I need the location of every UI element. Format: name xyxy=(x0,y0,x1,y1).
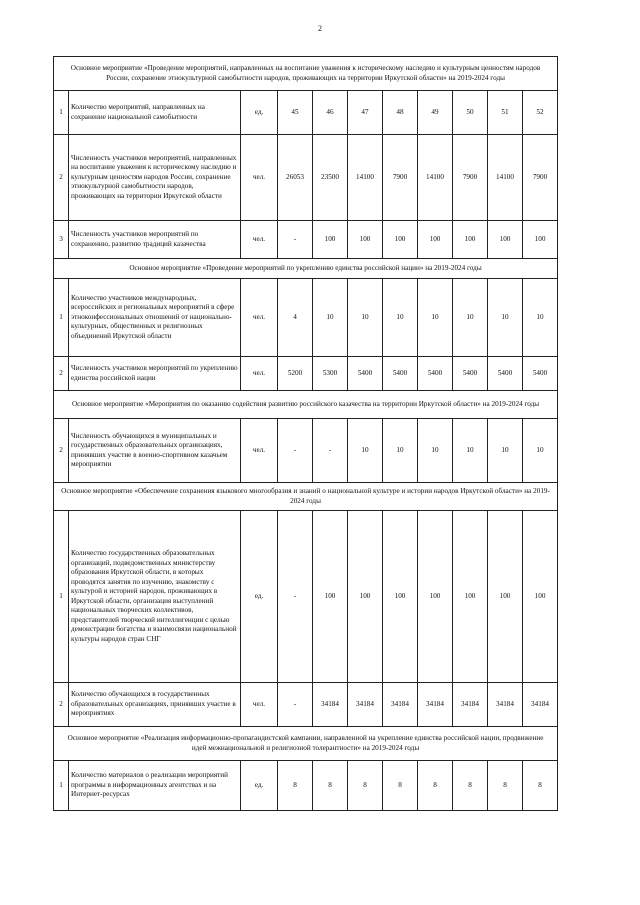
value-cell-2026: 8 xyxy=(523,761,558,811)
value-cell-2022: 48 xyxy=(383,91,418,135)
unit-cell: чел. xyxy=(241,419,278,483)
row-number-cell: 3 xyxy=(54,221,69,259)
value-cell-2025: 14100 xyxy=(488,135,523,221)
value-cell-2023: 8 xyxy=(418,761,453,811)
value-cell-2021: 5400 xyxy=(348,357,383,391)
section-title: Основное мероприятие «Проведение мероприятий по укреплению единства российской нации» на 2019-2024 годы xyxy=(54,259,558,279)
value-cell-2025: 10 xyxy=(488,279,523,357)
value-cell-2020: - xyxy=(313,419,348,483)
value-cell-2021: 100 xyxy=(348,221,383,259)
unit-cell: ед. xyxy=(241,761,278,811)
indicator-name-cell: Количество государственных образовательных организаций, подведомственных министерству образования Иркутской области, в которых проводятся занятия по изучению, знакомству с культурой и историей народов, проживающих в Иркутской области, организация выступлений национальных творческих коллективов, представителей творческой интеллигенции с целью демонстрации богатства и взаимосвязи национальной культуры народов стран СНГ xyxy=(69,511,241,683)
value-cell-2022: 8 xyxy=(383,761,418,811)
value-cell-2020: 5300 xyxy=(313,357,348,391)
value-cell-2025: 34184 xyxy=(488,683,523,727)
value-cell-2024: 8 xyxy=(453,761,488,811)
value-cell-2021: 8 xyxy=(348,761,383,811)
value-cell-2019: - xyxy=(278,511,313,683)
value-cell-2023: 34184 xyxy=(418,683,453,727)
value-cell-2021: 10 xyxy=(348,279,383,357)
table-row xyxy=(54,135,558,221)
row-number-cell: 1 xyxy=(54,279,69,357)
value-cell-2026: 5400 xyxy=(523,357,558,391)
value-cell-2026: 10 xyxy=(523,419,558,483)
value-cell-2022: 100 xyxy=(383,221,418,259)
table-row xyxy=(54,761,558,811)
value-cell-2026: 7900 xyxy=(523,135,558,221)
value-cell-2023: 10 xyxy=(418,279,453,357)
value-cell-2022: 10 xyxy=(383,279,418,357)
row-number-cell: 2 xyxy=(54,357,69,391)
section-title: Основное мероприятие «Реализация информационно-пропагандистской кампании, направленной на укрепление единства российской нации, продвижение идей межнациональной и религиозной толерантности» на 2019-2024 годы xyxy=(54,727,558,761)
table-row xyxy=(54,683,558,727)
table-row xyxy=(54,91,558,135)
value-cell-2020: 100 xyxy=(313,511,348,683)
row-number-cell: 1 xyxy=(54,91,69,135)
section-header-row xyxy=(54,57,558,91)
value-cell-2020: 10 xyxy=(313,279,348,357)
value-cell-2024: 5400 xyxy=(453,357,488,391)
indicator-name-cell: Численность участников мероприятий, направленных на воспитание уважения к историческому наследию и культурным ценностям народов России, сохранение этнокультурной самобытности народов, проживающих на территории Иркутской области xyxy=(69,135,241,221)
value-cell-2024: 50 xyxy=(453,91,488,135)
unit-cell: чел. xyxy=(241,357,278,391)
unit-cell: чел. xyxy=(241,135,278,221)
value-cell-2024: 7900 xyxy=(453,135,488,221)
indicators-table xyxy=(53,56,558,811)
value-cell-2024: 34184 xyxy=(453,683,488,727)
value-cell-2020: 100 xyxy=(313,221,348,259)
value-cell-2023: 5400 xyxy=(418,357,453,391)
value-cell-2021: 14100 xyxy=(348,135,383,221)
unit-cell: ед. xyxy=(241,511,278,683)
value-cell-2026: 100 xyxy=(523,511,558,683)
value-cell-2024: 100 xyxy=(453,221,488,259)
value-cell-2019: 4 xyxy=(278,279,313,357)
row-number-cell: 2 xyxy=(54,683,69,727)
row-number-cell: 2 xyxy=(54,135,69,221)
table-row xyxy=(54,357,558,391)
value-cell-2025: 100 xyxy=(488,221,523,259)
unit-cell: чел. xyxy=(241,683,278,727)
value-cell-2019: 8 xyxy=(278,761,313,811)
value-cell-2020: 8 xyxy=(313,761,348,811)
value-cell-2022: 7900 xyxy=(383,135,418,221)
indicator-name-cell: Количество мероприятий, направленных на сохранение национальной самобытности xyxy=(69,91,241,135)
section-header-row xyxy=(54,391,558,419)
indicator-name-cell: Количество участников международных, всероссийских и региональных мероприятий в сфере этноконфессиональных отношений от национально-культурных, общественных и религиозных объединений Иркутской области xyxy=(69,279,241,357)
value-cell-2020: 46 xyxy=(313,91,348,135)
indicator-name-cell: Численность участников мероприятий по укреплению единства российской нации xyxy=(69,357,241,391)
table-row xyxy=(54,419,558,483)
value-cell-2021: 100 xyxy=(348,511,383,683)
value-cell-2019: - xyxy=(278,419,313,483)
table-row xyxy=(54,279,558,357)
value-cell-2022: 10 xyxy=(383,419,418,483)
page-number: 2 xyxy=(318,24,322,33)
section-title: Основное мероприятие «Обеспечение сохранения языкового многообразия и знаний о национальной культуре и истории народов Иркутской области» на 2019-2024 годы xyxy=(54,483,558,511)
value-cell-2025: 51 xyxy=(488,91,523,135)
value-cell-2024: 10 xyxy=(453,279,488,357)
value-cell-2026: 100 xyxy=(523,221,558,259)
unit-cell: чел. xyxy=(241,221,278,259)
value-cell-2023: 10 xyxy=(418,419,453,483)
section-title: Основное мероприятие «Мероприятия по оказанию содействия развитию российского казачества на территории Иркутской области» на 2019-2024 годы xyxy=(54,391,558,419)
unit-cell: ед. xyxy=(241,91,278,135)
value-cell-2022: 100 xyxy=(383,511,418,683)
value-cell-2024: 10 xyxy=(453,419,488,483)
table-row xyxy=(54,511,558,683)
value-cell-2025: 5400 xyxy=(488,357,523,391)
value-cell-2026: 34184 xyxy=(523,683,558,727)
value-cell-2026: 52 xyxy=(523,91,558,135)
value-cell-2022: 5400 xyxy=(383,357,418,391)
value-cell-2019: 45 xyxy=(278,91,313,135)
value-cell-2021: 34184 xyxy=(348,683,383,727)
value-cell-2019: 5200 xyxy=(278,357,313,391)
indicator-name-cell: Количество обучающихся в государственных образовательных организациях, принявших участие в мероприятиях xyxy=(69,683,241,727)
value-cell-2025: 100 xyxy=(488,511,523,683)
section-header-row xyxy=(54,727,558,761)
value-cell-2023: 49 xyxy=(418,91,453,135)
value-cell-2020: 34184 xyxy=(313,683,348,727)
value-cell-2022: 34184 xyxy=(383,683,418,727)
value-cell-2021: 47 xyxy=(348,91,383,135)
value-cell-2019: 26053 xyxy=(278,135,313,221)
table-row xyxy=(54,221,558,259)
indicator-name-cell: Количество материалов о реализации мероприятий программы в информационных агентствах и на Интернет-ресурсах xyxy=(69,761,241,811)
section-title: Основное мероприятие «Проведение мероприятий, направленных на воспитание уважения к историческому наследию и культурным ценностям народов России, сохранение этнокультурной самобытности народов, проживающих на территории Иркутской области» на 2019-2024 годы xyxy=(54,57,558,91)
value-cell-2025: 10 xyxy=(488,419,523,483)
value-cell-2024: 100 xyxy=(453,511,488,683)
section-header-row xyxy=(54,483,558,511)
indicator-name-cell: Численность участников мероприятий по сохранению, развитию традиций казачества xyxy=(69,221,241,259)
value-cell-2019: - xyxy=(278,221,313,259)
row-number-cell: 1 xyxy=(54,761,69,811)
row-number-cell: 2 xyxy=(54,419,69,483)
value-cell-2023: 100 xyxy=(418,221,453,259)
value-cell-2025: 8 xyxy=(488,761,523,811)
section-header-row xyxy=(54,259,558,279)
row-number-cell: 1 xyxy=(54,511,69,683)
unit-cell: чел. xyxy=(241,279,278,357)
value-cell-2020: 23500 xyxy=(313,135,348,221)
value-cell-2019: - xyxy=(278,683,313,727)
indicator-name-cell: Численность обучающихся в муниципальных и государственных образовательных организациях, принявших участие в военно-спортивном казачьем мероприятии xyxy=(69,419,241,483)
value-cell-2023: 100 xyxy=(418,511,453,683)
value-cell-2023: 14100 xyxy=(418,135,453,221)
value-cell-2021: 10 xyxy=(348,419,383,483)
value-cell-2026: 10 xyxy=(523,279,558,357)
